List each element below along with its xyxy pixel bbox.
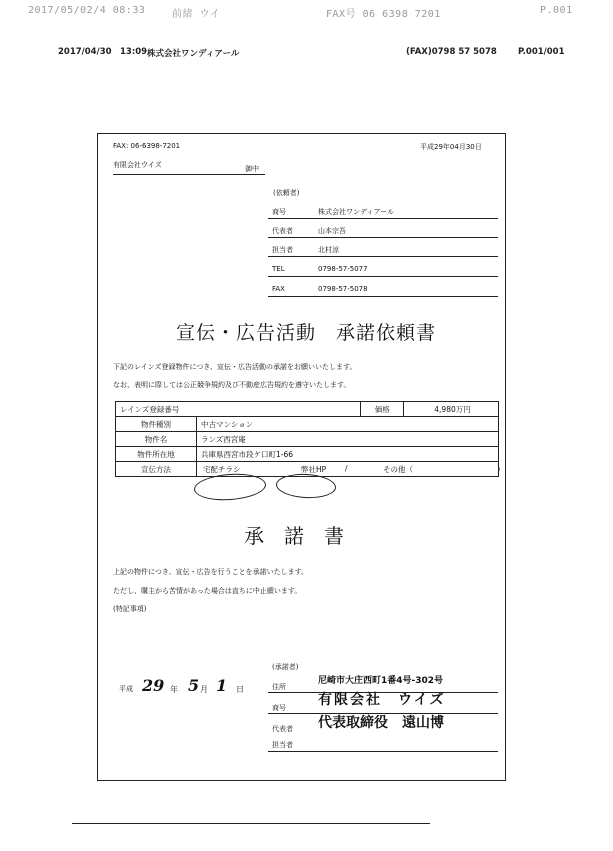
consenter-address-label: 住所 [272, 683, 286, 691]
intro-line-1: 下記のレインズ登録物件につき、宣伝・広告活動の承諾をお願いいたします。 [113, 363, 357, 371]
property-address: 兵庫県西宮市段ケ口町1-66 [201, 449, 294, 459]
requester-tel-label: TEL [272, 265, 285, 273]
property-name-cell [197, 432, 499, 447]
ad-option-website: 弊社HP [301, 465, 327, 474]
requester-rep: 山本宗吾 [318, 227, 346, 235]
property-type: 中古マンション [201, 419, 254, 429]
ad-option-separator: / [345, 464, 348, 473]
consenter-line [268, 751, 498, 752]
consent-date-month: 5 [188, 676, 200, 695]
recipient-company: 有限会社ウイズ [113, 161, 162, 169]
consent-date-month-unit: 月 [200, 685, 208, 694]
document-title: 宣伝・広告活動 承諾依頼書 [176, 322, 437, 344]
consent-date-day: 1 [216, 676, 228, 695]
table-row [116, 447, 499, 462]
consenter-contact-label: 担当者 [272, 741, 293, 749]
consent-date-era: 平成 [119, 685, 133, 693]
consenter-label: (承諾者) [272, 663, 299, 671]
intro-line-2: なお、表明に際しては公正競争規約及び不動産広告規約を遵守いたします。 [113, 381, 351, 389]
property-name-label-cell [116, 432, 197, 447]
ad-method-label-cell [116, 462, 197, 477]
requester-line [268, 296, 498, 297]
fax-header2-sender: 株式会社ワンディアール [147, 49, 240, 59]
property-address-cell [197, 447, 499, 462]
requester-trade-name-label: 商号 [272, 208, 286, 216]
ad-option-close: ） [497, 465, 505, 474]
property-name-label: 物件名 [144, 434, 168, 444]
requester-label: (依頼者) [273, 189, 300, 197]
property-type-cell [197, 417, 499, 432]
fax-header2-time: 13:09 [120, 47, 148, 57]
requester-contact: 北村涼 [318, 246, 339, 254]
requester-line [268, 237, 498, 238]
requester-fax: 0798-57-5078 [318, 285, 368, 293]
requester-fax-label: FAX [272, 285, 285, 293]
ad-method-label: 宣伝方法 [141, 464, 171, 474]
consenter-rep-label: 代表者 [272, 725, 293, 733]
recipient-suffix: 御中 [245, 165, 259, 173]
footer-rule [72, 823, 430, 824]
ad-option-other: その他（ [383, 465, 413, 474]
requester-tel: 0798-57-5077 [318, 265, 368, 273]
price-label: 価格 [374, 404, 390, 414]
price-label-cell [361, 402, 404, 417]
consenter-rep: 代表取締役 遠山博 [318, 715, 458, 731]
fax-header-sender: 前緒 ウイ [172, 9, 221, 20]
table-row [116, 432, 499, 447]
table-row [116, 417, 499, 432]
fax-header2-datetime: 2017/04/30 [58, 47, 112, 57]
requester-trade-name: 株式会社ワンディアール [318, 208, 395, 216]
consent-date-day-unit: 日 [236, 685, 244, 694]
fax-header-page: P.001 [540, 5, 573, 16]
requester-line [268, 218, 498, 219]
fax-to: FAX: 06-6398-7201 [113, 142, 181, 150]
table-row [116, 402, 499, 417]
requester-line [268, 256, 498, 257]
ad-option-flyer: 宅配チラシ [203, 465, 241, 474]
price-value-cell [404, 402, 499, 417]
property-table [115, 401, 505, 477]
property-address-label: 物件所在地 [137, 449, 175, 459]
recipient-underline [113, 174, 265, 175]
fax-header2-page: P.001/001 [518, 47, 565, 57]
fax-header2-number: (FAX)0798 57 5078 [406, 47, 497, 57]
property-address-label-cell [116, 447, 197, 462]
price-value: 4,980万円 [434, 404, 471, 414]
consenter-trade-name: 有限会社 ウイズ [318, 692, 446, 708]
requester-rep-label: 代表者 [272, 227, 293, 235]
fax-header-number: FAX号 06 6398 7201 [326, 9, 441, 20]
requester-contact-label: 担当者 [272, 246, 293, 254]
consenter-trade-name-label: 商号 [272, 704, 286, 712]
requester-line [268, 276, 498, 277]
consent-date-year-unit: 年 [170, 685, 178, 694]
property-type-label-cell [116, 417, 197, 432]
consent-line-3: (特記事項) [113, 605, 147, 613]
consent-line-1: 上記の物件につき、宣伝・広告を行うことを承諾いたします。 [113, 568, 309, 576]
letter-date: 平成29年04月30日 [420, 143, 482, 151]
consent-title: 承諾書 [244, 524, 364, 548]
property-name: ランズ西宮庵 [201, 434, 246, 444]
consent-line-2: ただし、購主から苦情があった場合は直ちに中止願います。 [113, 587, 302, 595]
reins-label: レインズ登録番号 [120, 404, 180, 414]
consenter-address: 尼崎市大庄西町1番4号-302号 [318, 676, 444, 686]
property-type-label: 物件種別 [141, 419, 171, 429]
fax-header-datetime: 2017/05/02/4 08:33 [28, 5, 146, 16]
consent-date-year: 29 [142, 676, 165, 695]
reins-label-cell [116, 402, 361, 417]
